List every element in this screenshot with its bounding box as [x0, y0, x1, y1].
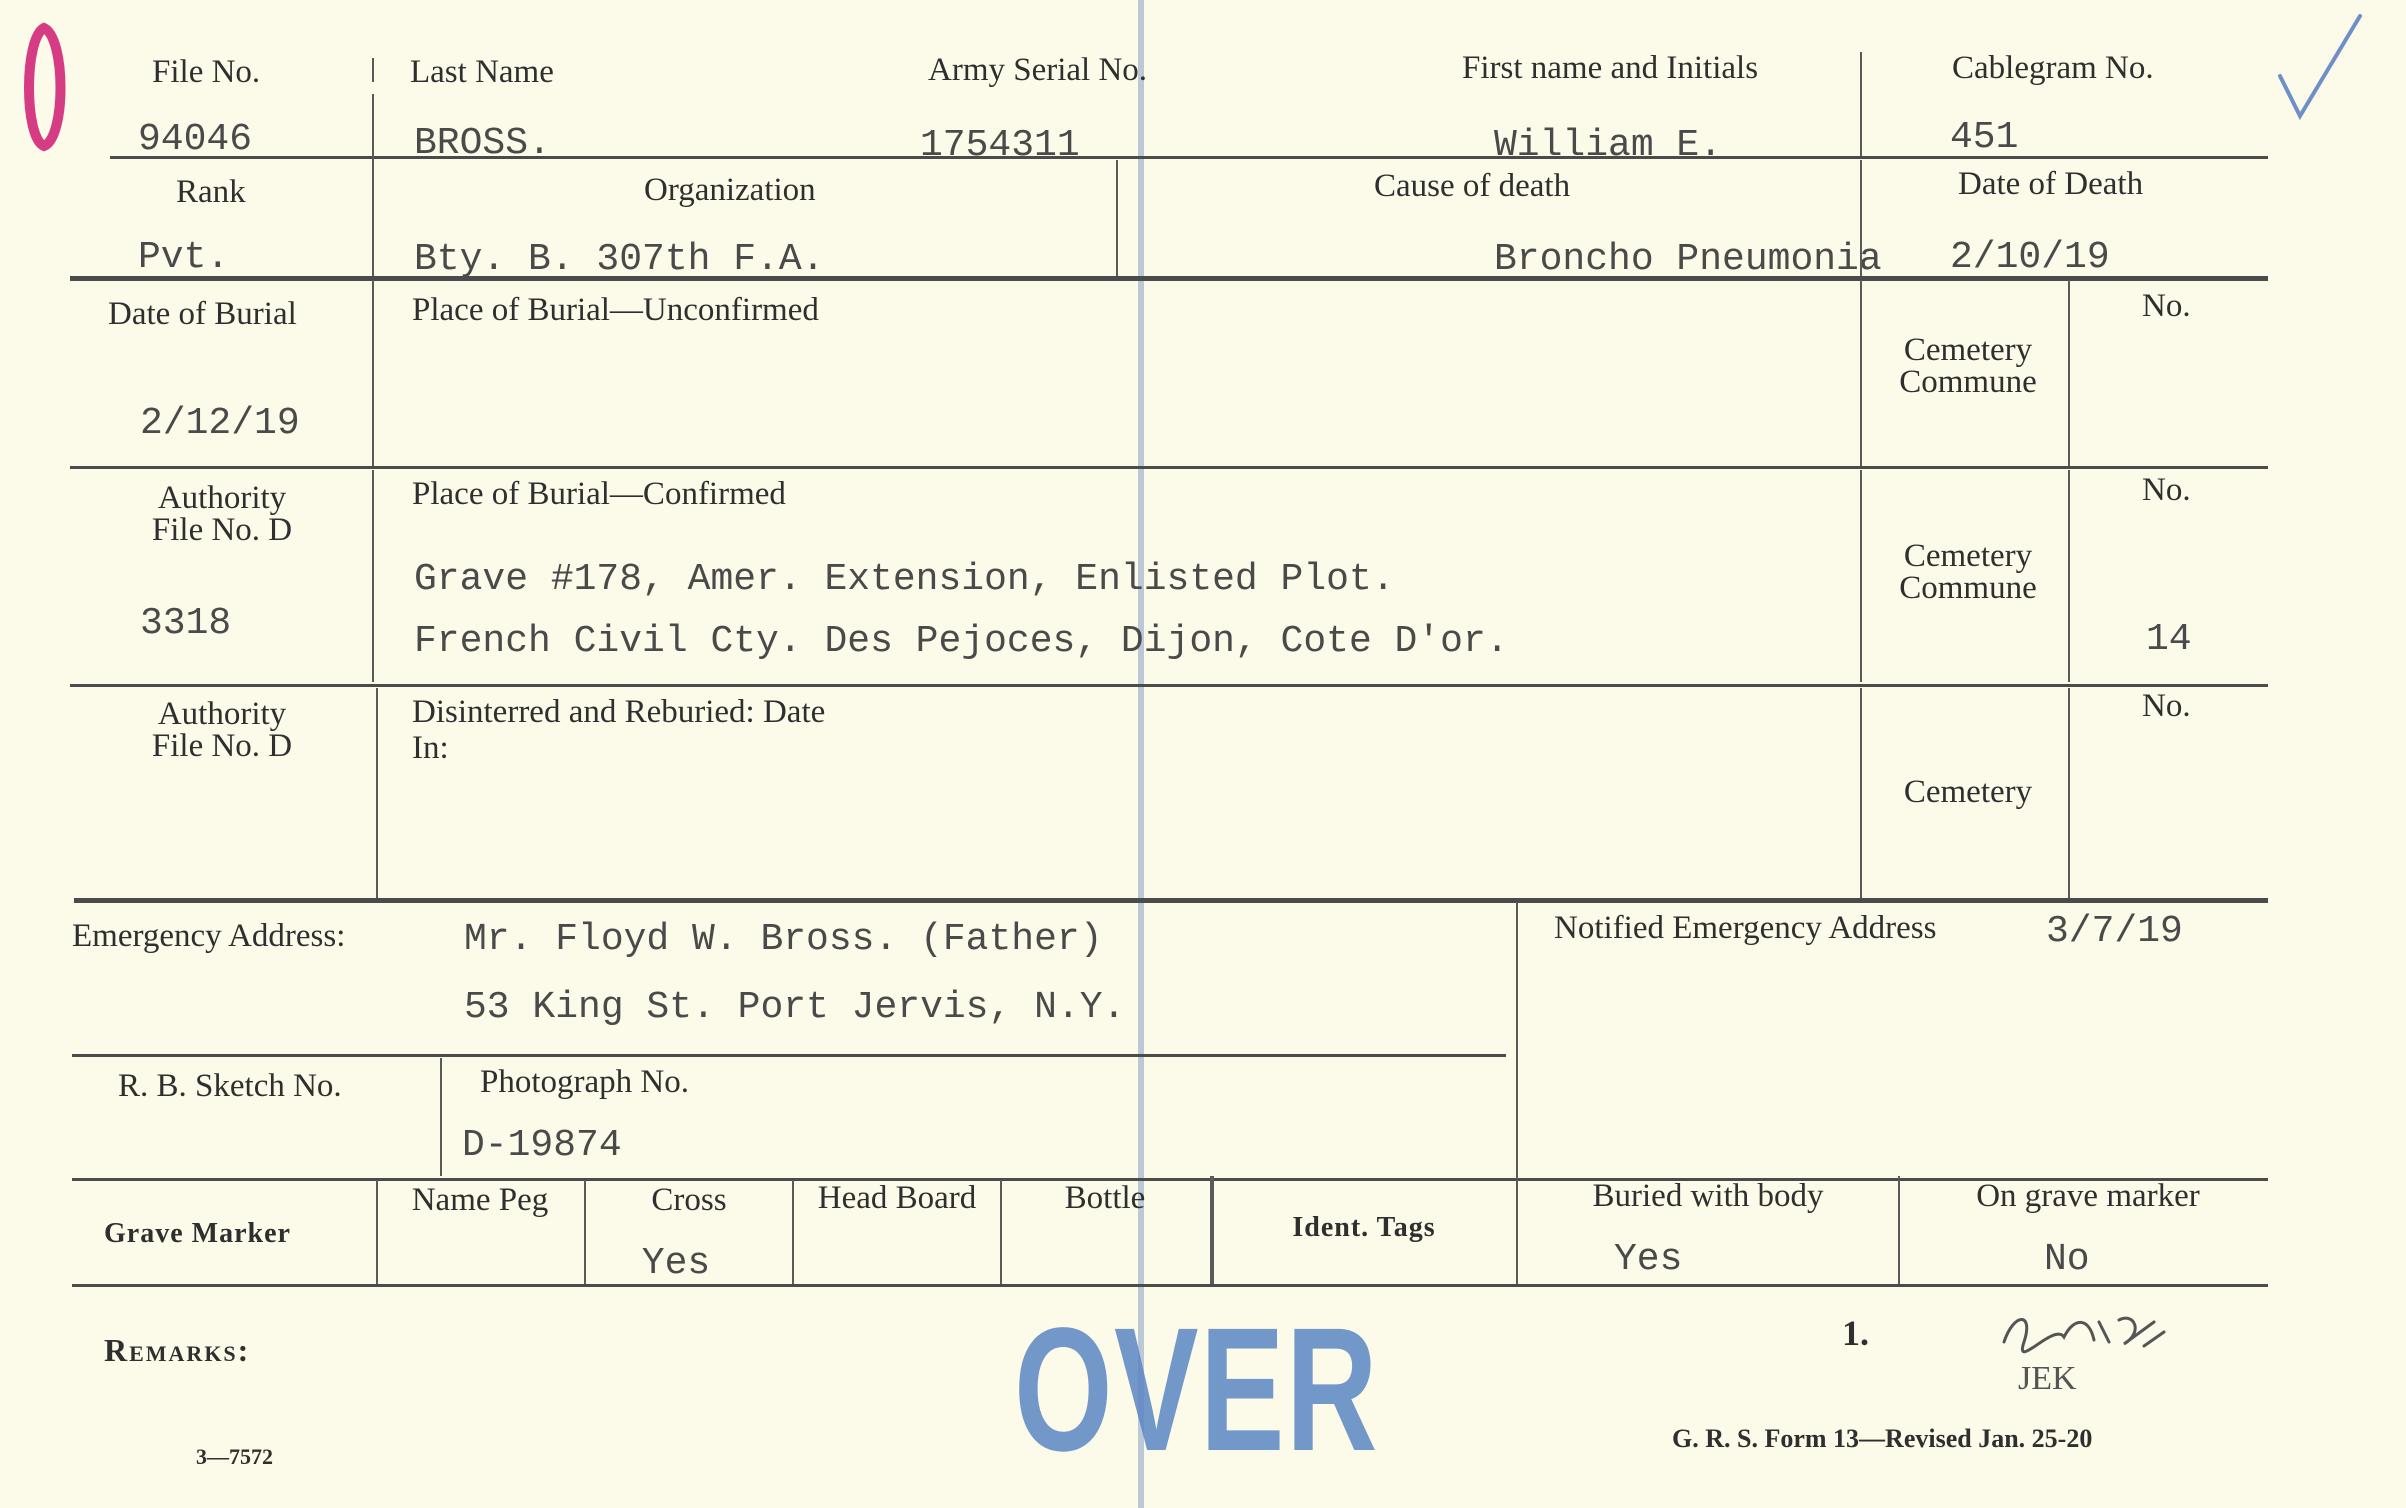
authority-label: Authority — [157, 696, 287, 732]
emergency-address-line1: Mr. Floyd W. Bross. (Father) — [464, 918, 1103, 961]
authority-file-no-value: 3318 — [140, 602, 232, 645]
signature-icon — [1994, 1302, 2174, 1362]
date-of-burial-label: Date of Burial — [108, 296, 297, 332]
bottle-label: Bottle — [1064, 1180, 1146, 1216]
army-serial-label: Army Serial No. — [928, 52, 1148, 88]
form-code: 3—7572 — [196, 1444, 273, 1469]
file-no-d-label: File No. D — [151, 512, 293, 548]
organization-value: Bty. B. 307th F.A. — [414, 238, 825, 281]
date-of-death-value: 2/10/19 — [1950, 236, 2110, 279]
page-number: 1. — [1842, 1313, 1869, 1353]
date-of-burial-value: 2/12/19 — [140, 402, 300, 445]
no-label-unconfirmed: No. — [2142, 288, 2191, 324]
check-mark-icon — [2260, 6, 2370, 126]
name-peg-label: Name Peg — [411, 1182, 549, 1218]
emergency-address-line2: 53 King St. Port Jervis, N.Y. — [464, 986, 1126, 1029]
cemetery-label: Cemetery — [1903, 332, 2033, 368]
ident-tags-label: Ident. Tags — [1292, 1212, 1436, 1243]
cemetery-commune-unconfirmed — [1868, 334, 2068, 398]
place-confirmed-line2: French Civil Cty. Des Pejoces, Dijon, Cote D'or. — [414, 620, 1509, 663]
first-name-label: First name and Initials — [1462, 50, 1759, 86]
place-unconfirmed-label: Place of Burial—Unconfirmed — [412, 292, 819, 328]
remarks-label: Remarks: — [104, 1332, 251, 1368]
cause-of-death-value: Broncho Pneumonia — [1494, 238, 1882, 281]
no-label-disinterred: No. — [2142, 688, 2191, 724]
buried-with-body-value: Yes — [1614, 1238, 1683, 1281]
file-no-label: File No. — [152, 54, 261, 90]
first-name-value: William E. — [1494, 124, 1723, 167]
place-confirmed-line1: Grave #178, Amer. Extension, Enlisted Plot. — [414, 558, 1395, 601]
army-serial-value: 1754311 — [920, 124, 1080, 167]
on-grave-marker-value: No — [2044, 1238, 2090, 1281]
fold-crease — [1138, 0, 1144, 1508]
cross-label: Cross — [651, 1182, 727, 1218]
organization-label: Organization — [644, 172, 816, 208]
head-board-label: Head Board — [817, 1180, 977, 1216]
authority-block-disinterred — [110, 698, 334, 762]
disinterred-label — [412, 694, 825, 766]
authority-block-confirmed — [110, 482, 334, 546]
on-grave-marker-label: On grave marker — [1976, 1178, 2200, 1214]
cablegram-label: Cablegram No. — [1952, 50, 2154, 86]
initials: JEK — [2018, 1360, 2077, 1397]
notified-emergency-date: 3/7/19 — [2046, 910, 2183, 953]
notified-emergency-label: Notified Emergency Address — [1554, 910, 1937, 946]
over-stamp: OVER — [1014, 1292, 1379, 1488]
buried-with-body-label: Buried with body — [1592, 1178, 1824, 1214]
photograph-no-value: D-19874 — [462, 1124, 622, 1167]
no-label-confirmed: No. — [2142, 472, 2191, 508]
no-value-confirmed: 14 — [2146, 618, 2192, 661]
date-of-death-label: Date of Death — [1958, 166, 2144, 202]
cause-of-death-label: Cause of death — [1374, 168, 1571, 204]
file-no-d-label: File No. D — [151, 728, 293, 764]
pink-mark-icon — [14, 18, 76, 158]
cemetery-label-disinterred: Cemetery — [1903, 774, 2033, 810]
place-confirmed-label: Place of Burial—Confirmed — [412, 476, 786, 512]
last-name-label: Last Name — [410, 54, 554, 90]
authority-label: Authority — [157, 480, 287, 516]
commune-label: Commune — [1899, 364, 2037, 400]
grave-marker-label: Grave Marker — [104, 1218, 291, 1249]
last-name-value: BROSS. — [414, 122, 551, 165]
disinterred-in-label: In: — [412, 730, 449, 766]
form-name: G. R. S. Form 13—Revised Jan. 25-20 — [1672, 1424, 2093, 1453]
cablegram-value: 451 — [1950, 116, 2019, 159]
emergency-address-label: Emergency Address: — [72, 918, 346, 954]
cross-value: Yes — [641, 1242, 711, 1285]
commune-label: Commune — [1899, 570, 2037, 606]
sketch-no-label: R. B. Sketch No. — [118, 1068, 342, 1104]
disinterred-date-label: Disinterred and Reburied: Date — [412, 694, 826, 730]
photograph-no-label: Photograph No. — [480, 1064, 689, 1100]
cemetery-commune-confirmed — [1868, 540, 2068, 604]
cemetery-label: Cemetery — [1903, 538, 2033, 574]
rank-label: Rank — [176, 174, 246, 210]
rank-value: Pvt. — [138, 236, 230, 279]
file-no-value: 94046 — [138, 118, 253, 161]
